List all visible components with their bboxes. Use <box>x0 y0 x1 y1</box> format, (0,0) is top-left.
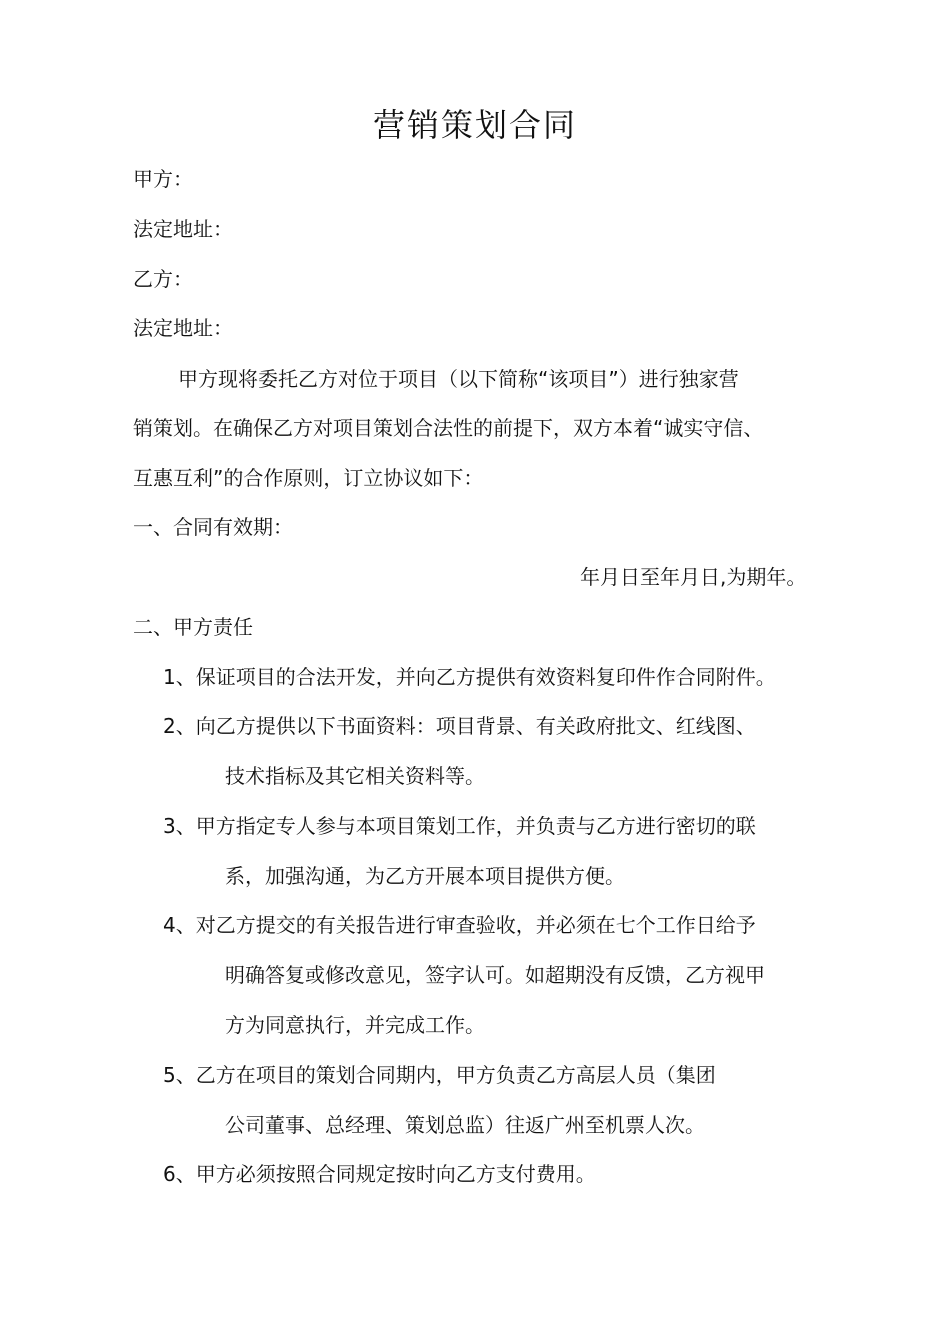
duty-item-2-continuation: 技术指标及其它相关资料等。 <box>225 764 485 788</box>
section-heading-term: 一、合同有效期： <box>133 515 293 539</box>
party-a-address-label: 法定地址： <box>133 217 233 241</box>
duty-item-5: 5、乙方在项目的策划合同期内，甲方负责乙方高层人员（集团 <box>163 1063 716 1087</box>
party-b-address-label: 法定地址： <box>133 316 233 340</box>
section-heading-party-a-duties: 二、甲方责任 <box>133 615 253 639</box>
intro-line: 甲方现将委托乙方对位于项目（以下简称“该项目”）进行独家营 <box>178 367 739 391</box>
duty-item-4-continuation: 明确答复或修改意见，签字认可。如超期没有反馈，乙方视甲 <box>225 963 765 987</box>
party-a-label: 甲方： <box>133 167 193 191</box>
duty-item-1: 1、保证项目的合法开发，并向乙方提供有效资料复印件作合同附件。 <box>163 665 776 689</box>
duty-item-4-continuation: 方为同意执行，并完成工作。 <box>225 1013 485 1037</box>
duty-item-2: 2、向乙方提供以下书面资料：项目背景、有关政府批文、红线图、 <box>163 714 756 738</box>
document-title: 营销策划合同 <box>372 106 577 144</box>
intro-line: 互惠互利”的合作原则，订立协议如下： <box>133 466 484 490</box>
duty-item-6: 6、甲方必须按照合同规定按时向乙方支付费用。 <box>163 1162 596 1186</box>
duty-item-5-continuation: 公司董事、总经理、策划总监）往返广州至机票人次。 <box>225 1113 705 1137</box>
contract-term: 年月日至年月日,为期年。 <box>580 565 807 589</box>
duty-item-3-continuation: 系，加强沟通，为乙方开展本项目提供方便。 <box>225 864 625 888</box>
duty-item-3: 3、甲方指定专人参与本项目策划工作，并负责与乙方进行密切的联 <box>163 814 756 838</box>
duty-item-4: 4、对乙方提交的有关报告进行审查验收，并必须在七个工作日给予 <box>163 913 756 937</box>
party-b-label: 乙方： <box>133 267 193 291</box>
intro-line: 销策划。在确保乙方对项目策划合法性的前提下，双方本着“诚实守信、 <box>133 416 764 440</box>
